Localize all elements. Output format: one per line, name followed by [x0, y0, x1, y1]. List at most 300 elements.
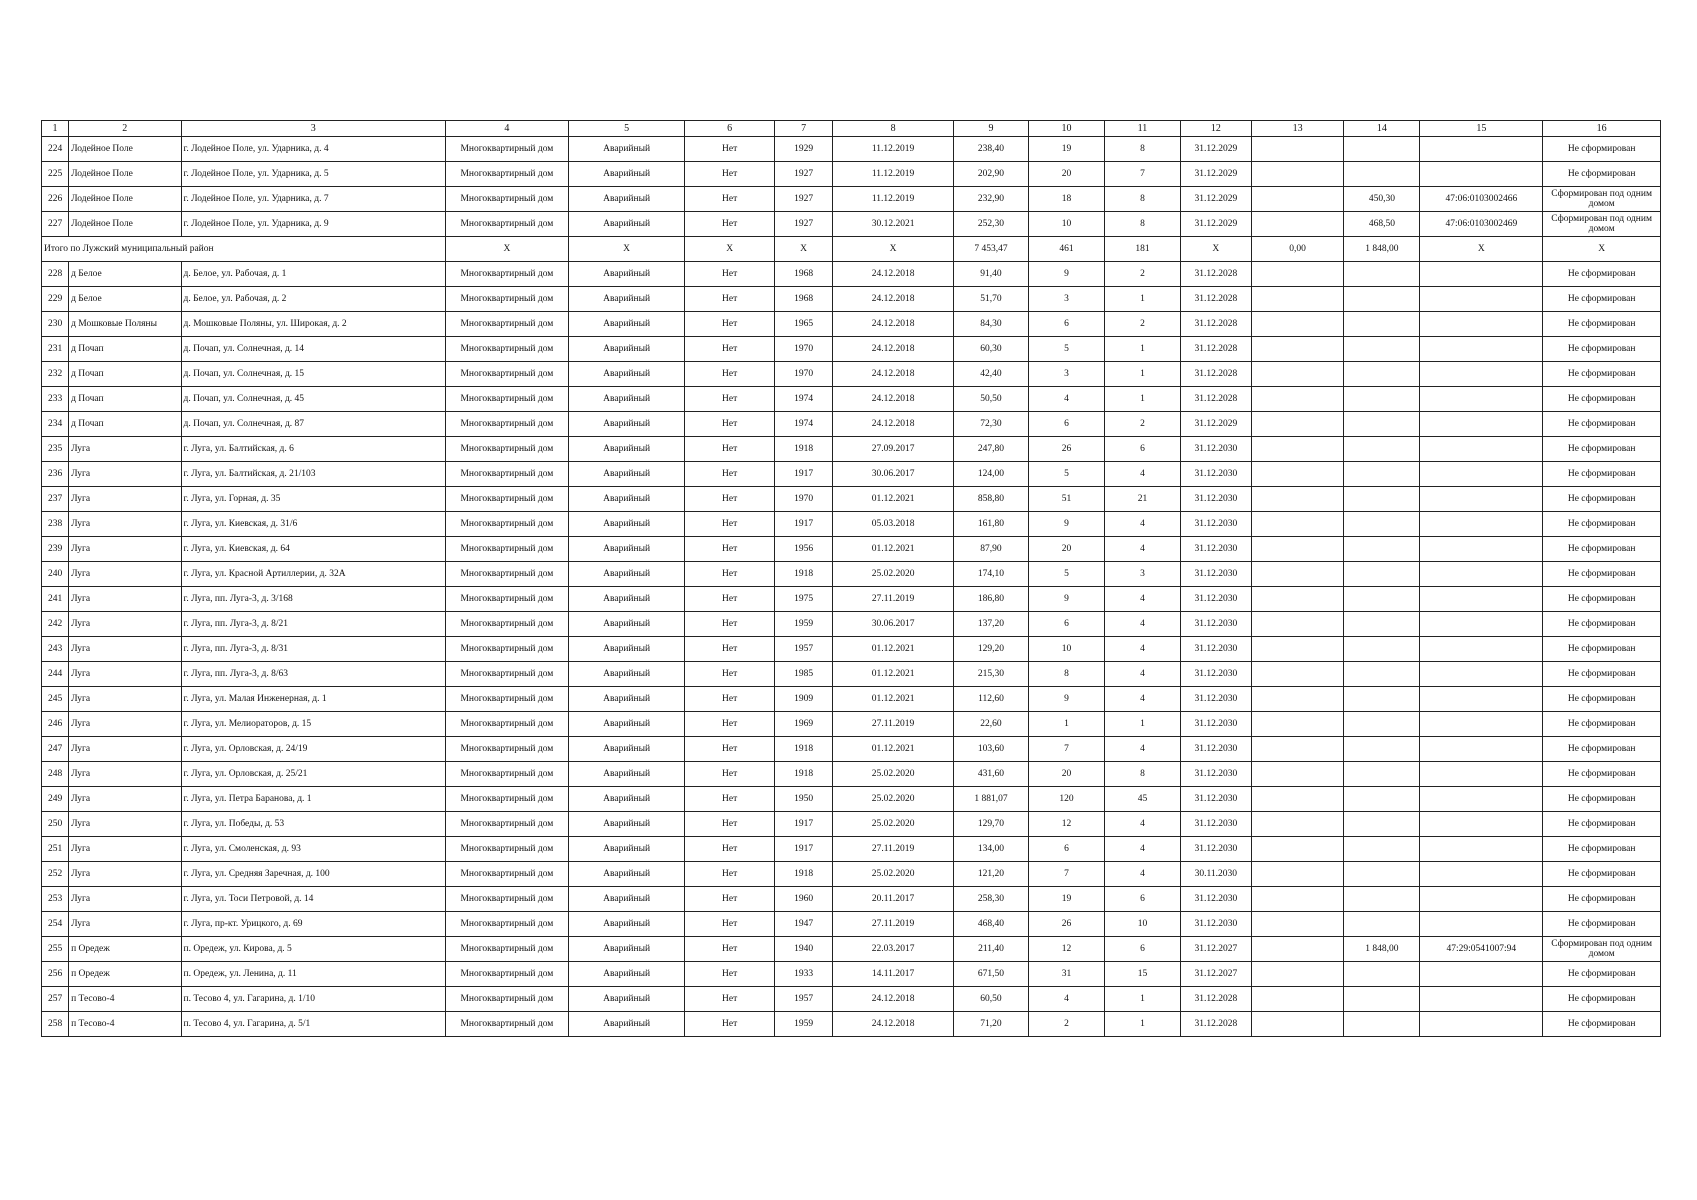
table-cell: 103,60 [954, 737, 1029, 762]
table-cell: Не сформирован [1543, 887, 1661, 912]
table-cell: Не сформирован [1543, 162, 1661, 187]
table-row [42, 687, 1661, 712]
table-cell: 247,80 [954, 437, 1029, 462]
table-cell: 4 [1104, 587, 1180, 612]
column-number-header: 9 [954, 121, 1029, 137]
table-cell: 1929 [774, 137, 832, 162]
table-row [42, 562, 1661, 587]
column-number-header: 15 [1420, 121, 1543, 137]
table-cell: 91,40 [954, 262, 1029, 287]
table-cell: 01.12.2021 [833, 662, 954, 687]
table-cell: 20 [1028, 162, 1104, 187]
table-cell: д. Почап, ул. Солнечная, д. 14 [181, 337, 445, 362]
table-cell: 450,30 [1344, 187, 1420, 212]
table-cell: 1917 [774, 837, 832, 862]
table-cell: 1918 [774, 762, 832, 787]
table-cell [1344, 787, 1420, 812]
table-row [42, 937, 1661, 962]
table-cell: 31.12.2030 [1180, 737, 1251, 762]
table-cell: г. Лодейное Поле, ул. Ударника, д. 9 [181, 212, 445, 237]
table-cell [1251, 487, 1344, 512]
column-number-header: 10 [1028, 121, 1104, 137]
table-cell: 45 [1104, 787, 1180, 812]
table-row [42, 412, 1661, 437]
table-cell: 01.12.2021 [833, 537, 954, 562]
table-cell: Многоквартирный дом [445, 987, 568, 1012]
table-cell [1344, 687, 1420, 712]
table-cell: 31.12.2030 [1180, 887, 1251, 912]
table-cell: 25.02.2020 [833, 812, 954, 837]
table-cell [1251, 562, 1344, 587]
table-cell: 24.12.2018 [833, 412, 954, 437]
total-cell: X [568, 237, 685, 262]
table-cell: Многоквартирный дом [445, 412, 568, 437]
table-cell: Не сформирован [1543, 312, 1661, 337]
table-cell: Аварийный [568, 862, 685, 887]
table-cell: 4 [1104, 612, 1180, 637]
table-cell: 30.06.2017 [833, 462, 954, 487]
table-cell: 10 [1104, 912, 1180, 937]
table-cell: 72,30 [954, 412, 1029, 437]
table-cell [1251, 262, 1344, 287]
table-cell: Многоквартирный дом [445, 337, 568, 362]
table-cell: 1927 [774, 187, 832, 212]
table-cell [1344, 812, 1420, 837]
table-cell: Не сформирован [1543, 687, 1661, 712]
table-cell: 47:29:0541007:94 [1420, 937, 1543, 962]
table-cell: Луга [69, 462, 181, 487]
table-cell: 1960 [774, 887, 832, 912]
table-cell: Не сформирован [1543, 362, 1661, 387]
table-cell: Многоквартирный дом [445, 637, 568, 662]
table-cell: Нет [685, 712, 775, 737]
table-cell: 25.02.2020 [833, 762, 954, 787]
table-row [42, 362, 1661, 387]
table-cell [1420, 437, 1543, 462]
table-cell: г. Луга, пп. Луга-3, д. 8/21 [181, 612, 445, 637]
table-cell: Многоквартирный дом [445, 712, 568, 737]
table-cell: Нет [685, 187, 775, 212]
table-cell [1344, 512, 1420, 537]
table-cell [1251, 737, 1344, 762]
table-cell: Не сформирован [1543, 437, 1661, 462]
column-number-header: 11 [1104, 121, 1180, 137]
table-cell: Не сформирован [1543, 512, 1661, 537]
table-cell: Многоквартирный дом [445, 562, 568, 587]
table-cell: 31.12.2028 [1180, 312, 1251, 337]
table-cell: Аварийный [568, 887, 685, 912]
table-row [42, 137, 1661, 162]
table-cell: Лодейное Поле [69, 162, 181, 187]
table-cell: г. Луга, ул. Победы, д. 53 [181, 812, 445, 837]
table-cell: 31.12.2030 [1180, 537, 1251, 562]
table-cell [1251, 462, 1344, 487]
table-cell: Аварийный [568, 537, 685, 562]
table-cell: 87,90 [954, 537, 1029, 562]
table-cell: 225 [42, 162, 69, 187]
table-cell: г. Луга, ул. Балтийская, д. 21/103 [181, 462, 445, 487]
table-cell [1344, 287, 1420, 312]
table-cell [1420, 262, 1543, 287]
table-cell: 31.12.2029 [1180, 137, 1251, 162]
table-cell: 31.12.2028 [1180, 1012, 1251, 1037]
table-row [42, 962, 1661, 987]
total-cell: 7 453,47 [954, 237, 1029, 262]
table-cell: Нет [685, 887, 775, 912]
table-cell: 27.11.2019 [833, 587, 954, 612]
table-row [42, 787, 1661, 812]
table-cell: Аварийный [568, 637, 685, 662]
table-cell: Многоквартирный дом [445, 912, 568, 937]
table-cell [1251, 312, 1344, 337]
table-cell: Аварийный [568, 387, 685, 412]
table-row [42, 662, 1661, 687]
table-cell: Не сформирован [1543, 487, 1661, 512]
table-cell: 1 [1028, 712, 1104, 737]
table-cell: Многоквартирный дом [445, 287, 568, 312]
table-cell: Нет [685, 437, 775, 462]
table-cell: 51 [1028, 487, 1104, 512]
table-cell [1251, 612, 1344, 637]
table-cell: Луга [69, 662, 181, 687]
table-cell: 2 [1104, 262, 1180, 287]
table-cell: 186,80 [954, 587, 1029, 612]
table-cell: Многоквартирный дом [445, 512, 568, 537]
table-cell: 238 [42, 512, 69, 537]
table-cell: 248 [42, 762, 69, 787]
column-number-header: 13 [1251, 121, 1344, 137]
table-row [42, 212, 1661, 237]
table-cell: 11.12.2019 [833, 162, 954, 187]
table-cell: Луга [69, 512, 181, 537]
table-cell [1420, 762, 1543, 787]
table-cell: Нет [685, 537, 775, 562]
table-cell [1344, 637, 1420, 662]
table-cell: 9 [1028, 687, 1104, 712]
table-cell [1251, 887, 1344, 912]
table-row [42, 337, 1661, 362]
table-cell [1251, 762, 1344, 787]
table-cell [1251, 587, 1344, 612]
table-cell: 31.12.2030 [1180, 687, 1251, 712]
table-cell: Луга [69, 812, 181, 837]
table-cell: 244 [42, 662, 69, 687]
table-cell: 2 [1104, 412, 1180, 437]
table-cell [1344, 587, 1420, 612]
table-cell: 241 [42, 587, 69, 612]
table-cell: 05.03.2018 [833, 512, 954, 537]
table-cell: 2 [1028, 1012, 1104, 1037]
table-cell: 258 [42, 1012, 69, 1037]
table-cell: 112,60 [954, 687, 1029, 712]
table-cell: 1917 [774, 812, 832, 837]
table-cell: Нет [685, 762, 775, 787]
table-cell: 256 [42, 962, 69, 987]
table-cell: 226 [42, 187, 69, 212]
table-cell: 251 [42, 837, 69, 862]
total-cell: X [1543, 237, 1661, 262]
table-cell [1344, 737, 1420, 762]
table-cell: 22,60 [954, 712, 1029, 737]
table-cell: 137,20 [954, 612, 1029, 637]
table-cell [1420, 487, 1543, 512]
table-cell: 120 [1028, 787, 1104, 812]
table-cell: Нет [685, 137, 775, 162]
table-cell: Луга [69, 787, 181, 812]
table-cell: Нет [685, 687, 775, 712]
table-cell: Луга [69, 437, 181, 462]
table-cell: 1950 [774, 787, 832, 812]
table-cell: 1 [1104, 1012, 1180, 1037]
table-cell: п. Тесово 4, ул. Гагарина, д. 5/1 [181, 1012, 445, 1037]
total-cell: X [774, 237, 832, 262]
table-cell: Нет [685, 362, 775, 387]
table-cell: Аварийный [568, 612, 685, 637]
table-cell: п Оредеж [69, 937, 181, 962]
table-cell: Аварийный [568, 762, 685, 787]
table-cell: 5 [1028, 462, 1104, 487]
table-cell: Не сформирован [1543, 612, 1661, 637]
column-number-header: 12 [1180, 121, 1251, 137]
table-cell: 31.12.2030 [1180, 762, 1251, 787]
table-cell: 4 [1104, 687, 1180, 712]
table-cell: 858,80 [954, 487, 1029, 512]
table-cell: 9 [1028, 587, 1104, 612]
table-cell: 1985 [774, 662, 832, 687]
table-cell: д Почап [69, 412, 181, 437]
table-cell: д. Белое, ул. Рабочая, д. 2 [181, 287, 445, 312]
table-cell [1344, 337, 1420, 362]
table-cell: 1909 [774, 687, 832, 712]
table-cell: 224 [42, 137, 69, 162]
table-cell: Аварийный [568, 912, 685, 937]
table-cell: 30.12.2021 [833, 212, 954, 237]
table-cell: 47:06:0103002466 [1420, 187, 1543, 212]
table-cell: 11.12.2019 [833, 137, 954, 162]
table-cell: г. Луга, ул. Тоси Петровой, д. 14 [181, 887, 445, 912]
table-cell: д Почап [69, 362, 181, 387]
table-cell: Не сформирован [1543, 787, 1661, 812]
table-cell: 31.12.2030 [1180, 562, 1251, 587]
table-cell: 227 [42, 212, 69, 237]
table-cell: Аварийный [568, 987, 685, 1012]
table-cell [1420, 387, 1543, 412]
table-cell: 4 [1104, 462, 1180, 487]
table-cell: Многоквартирный дом [445, 537, 568, 562]
table-cell: 31.12.2030 [1180, 912, 1251, 937]
table-cell: 242 [42, 612, 69, 637]
table-cell: Нет [685, 1012, 775, 1037]
table-cell: 71,20 [954, 1012, 1029, 1037]
table-cell: Нет [685, 962, 775, 987]
table-cell [1344, 912, 1420, 937]
table-cell [1251, 687, 1344, 712]
column-number-header: 8 [833, 121, 954, 137]
table-cell: Сформирован под одним домом [1543, 187, 1661, 212]
table-cell [1420, 162, 1543, 187]
table-cell: Многоквартирный дом [445, 812, 568, 837]
table-cell: 2 [1104, 312, 1180, 337]
table-cell: Нет [685, 487, 775, 512]
table-cell: 1 [1104, 287, 1180, 312]
table-cell: 243 [42, 637, 69, 662]
table-cell: 27.11.2019 [833, 712, 954, 737]
table-cell [1251, 187, 1344, 212]
table-cell: 84,30 [954, 312, 1029, 337]
table-cell: 20 [1028, 762, 1104, 787]
table-cell: 4 [1104, 837, 1180, 862]
table-cell [1420, 662, 1543, 687]
table-cell: 4 [1028, 987, 1104, 1012]
table-cell [1420, 312, 1543, 337]
table-cell: Многоквартирный дом [445, 662, 568, 687]
table-row [42, 187, 1661, 212]
table-cell: Нет [685, 462, 775, 487]
table-cell: 25.02.2020 [833, 787, 954, 812]
table-cell: 12 [1028, 812, 1104, 837]
table-cell: 01.12.2021 [833, 737, 954, 762]
table-cell: 1 [1104, 337, 1180, 362]
table-cell [1344, 437, 1420, 462]
housing-register-table [41, 120, 1661, 1037]
table-cell: 8 [1104, 187, 1180, 212]
table-cell [1344, 462, 1420, 487]
table-cell: Нет [685, 637, 775, 662]
table-row [42, 537, 1661, 562]
table-cell: Многоквартирный дом [445, 262, 568, 287]
table-cell [1251, 362, 1344, 387]
table-cell: 60,50 [954, 987, 1029, 1012]
table-cell: 1918 [774, 437, 832, 462]
table-cell [1420, 912, 1543, 937]
table-cell: 31.12.2028 [1180, 337, 1251, 362]
table-cell: Не сформирован [1543, 137, 1661, 162]
table-cell: 1968 [774, 262, 832, 287]
column-number-header: 3 [181, 121, 445, 137]
total-cell: 1 848,00 [1344, 237, 1420, 262]
table-row [42, 487, 1661, 512]
table-cell: Нет [685, 862, 775, 887]
total-cell: 0,00 [1251, 237, 1344, 262]
table-cell: Не сформирован [1543, 762, 1661, 787]
table-cell [1420, 562, 1543, 587]
total-cell: X [685, 237, 775, 262]
table-cell [1344, 412, 1420, 437]
table-cell [1344, 537, 1420, 562]
table-cell: Аварийный [568, 962, 685, 987]
table-row [42, 762, 1661, 787]
table-cell: 1 848,00 [1344, 937, 1420, 962]
table-cell: 257 [42, 987, 69, 1012]
total-cell: X [1420, 237, 1543, 262]
table-cell: 7 [1104, 162, 1180, 187]
table-cell: г. Луга, пп. Луга-3, д. 3/168 [181, 587, 445, 612]
table-cell: 10 [1028, 212, 1104, 237]
table-cell: г. Луга, ул. Киевская, д. 31/6 [181, 512, 445, 537]
table-cell: 6 [1104, 887, 1180, 912]
table-cell: Аварийный [568, 512, 685, 537]
table-cell: Не сформирован [1543, 262, 1661, 287]
table-cell: Многоквартирный дом [445, 762, 568, 787]
table-cell: Аварийный [568, 937, 685, 962]
table-cell: Не сформирован [1543, 912, 1661, 937]
table-cell: 31.12.2030 [1180, 437, 1251, 462]
table-cell: 240 [42, 562, 69, 587]
table-cell: Не сформирован [1543, 587, 1661, 612]
table-cell: Аварийный [568, 712, 685, 737]
table-cell: Нет [685, 387, 775, 412]
total-row [42, 237, 1661, 262]
table-cell: Многоквартирный дом [445, 1012, 568, 1037]
table-cell: д Почап [69, 387, 181, 412]
table-cell: 31.12.2030 [1180, 812, 1251, 837]
table-cell: 211,40 [954, 937, 1029, 962]
table-cell: 468,50 [1344, 212, 1420, 237]
table-cell: Не сформирован [1543, 662, 1661, 687]
table-cell: Аварийный [568, 687, 685, 712]
table-cell: Многоквартирный дом [445, 387, 568, 412]
table-cell: 4 [1104, 662, 1180, 687]
table-cell [1420, 787, 1543, 812]
table-cell [1251, 837, 1344, 862]
table-cell: 1957 [774, 987, 832, 1012]
table-cell: 31.12.2030 [1180, 787, 1251, 812]
table-cell: Аварийный [568, 787, 685, 812]
table-cell: Нет [685, 937, 775, 962]
table-cell [1420, 362, 1543, 387]
table-cell [1420, 287, 1543, 312]
table-row [42, 712, 1661, 737]
table-cell [1420, 812, 1543, 837]
table-cell: Нет [685, 662, 775, 687]
table-cell: 228 [42, 262, 69, 287]
table-cell: г. Луга, ул. Орловская, д. 25/21 [181, 762, 445, 787]
table-cell: Сформирован под одним домом [1543, 212, 1661, 237]
table-cell: 3 [1104, 562, 1180, 587]
column-number-header: 16 [1543, 121, 1661, 137]
table-cell: 8 [1104, 212, 1180, 237]
table-cell: Нет [685, 262, 775, 287]
table-cell: 233 [42, 387, 69, 412]
table-cell: Аварийный [568, 1012, 685, 1037]
table-cell: Нет [685, 562, 775, 587]
table-cell: Многоквартирный дом [445, 487, 568, 512]
table-cell: Аварийный [568, 837, 685, 862]
table-cell: 235 [42, 437, 69, 462]
table-cell: 8 [1028, 662, 1104, 687]
table-row [42, 587, 1661, 612]
table-cell: 1918 [774, 562, 832, 587]
table-row [42, 887, 1661, 912]
column-number-header: 1 [42, 121, 69, 137]
table-cell: 239 [42, 537, 69, 562]
table-cell: 31 [1028, 962, 1104, 987]
table-row [42, 637, 1661, 662]
table-cell: 24.12.2018 [833, 387, 954, 412]
table-cell: 253 [42, 887, 69, 912]
table-row [42, 462, 1661, 487]
table-cell: Нет [685, 912, 775, 937]
table-body [42, 121, 1661, 1037]
table-cell: Нет [685, 212, 775, 237]
table-cell: Не сформирован [1543, 537, 1661, 562]
table-cell: 20.11.2017 [833, 887, 954, 912]
table-cell [1344, 487, 1420, 512]
table-cell: Аварийный [568, 337, 685, 362]
table-cell: 1947 [774, 912, 832, 937]
table-cell: 1 [1104, 362, 1180, 387]
table-cell: 1 881,07 [954, 787, 1029, 812]
